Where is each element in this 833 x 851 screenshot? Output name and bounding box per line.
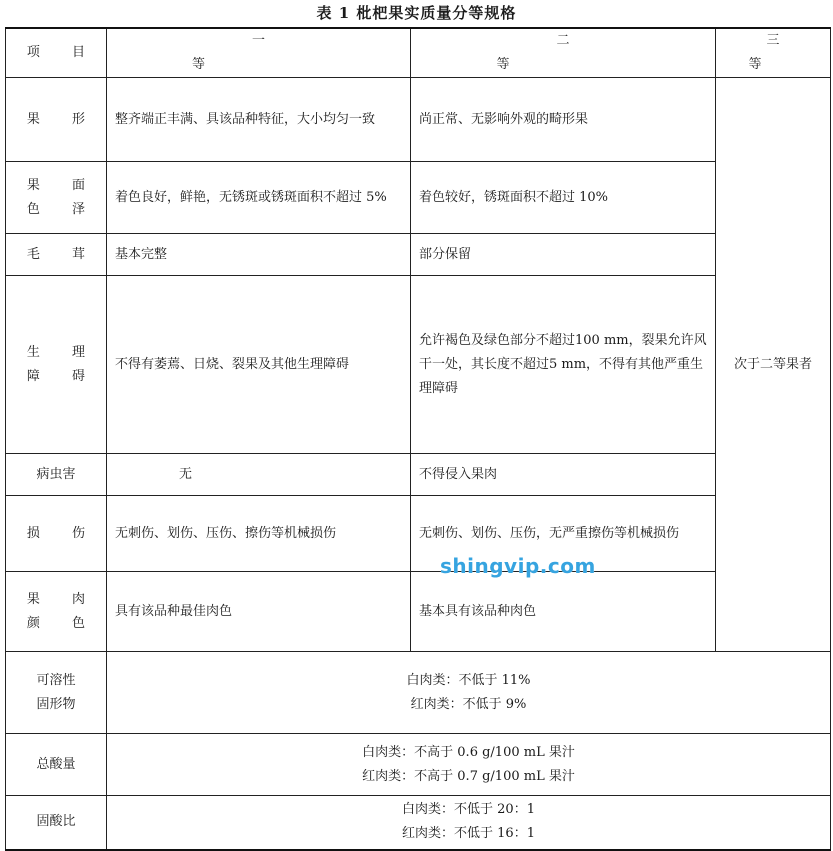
header-row <box>6 28 831 78</box>
grade3-cell: 次于二等果者 <box>716 78 831 652</box>
merged-value-line: 白肉类：不低于 20：1 <box>402 802 535 818</box>
row-label-line: 可溶性 <box>36 672 76 688</box>
row-label-line: 生 理 <box>26 344 100 360</box>
merged-value-line: 白肉类：不低于 11% <box>406 672 531 688</box>
row-label <box>6 78 107 162</box>
row-label-line: 损 伤 <box>26 525 100 541</box>
row-fruit-shape <box>6 78 831 162</box>
row-label <box>6 454 107 496</box>
header-grade2-text: 二 等 <box>496 33 690 72</box>
row-solid-acid-ratio <box>6 796 831 850</box>
header-grade1-text: 一 等 <box>191 33 385 72</box>
row-label <box>6 234 107 276</box>
merged-value-line: 红肉类：不高于 0.7 g/100 mL 果汁 <box>362 768 575 784</box>
row-label-line: 毛 茸 <box>26 246 100 262</box>
row-label <box>6 572 107 652</box>
merged-value-cell <box>107 652 831 734</box>
grade1-cell: 无 <box>107 454 411 496</box>
row-label-line: 固形物 <box>36 696 76 712</box>
row-label-line: 固酸比 <box>36 814 76 830</box>
header-item <box>6 28 107 78</box>
merged-value-line: 红肉类：不低于 9% <box>410 696 527 712</box>
grade2-cell: 允许褐色及绿色部分不超过100 mm，裂果允许风干一处，其长度不超过5 mm，不得有其他严重生理障碍 <box>411 276 716 454</box>
row-label <box>6 652 107 734</box>
row-label <box>6 496 107 572</box>
header-grade3-text: 三 等 <box>748 33 816 72</box>
grade2-cell: 部分保留 <box>411 234 716 276</box>
row-surface-color <box>6 162 831 234</box>
row-physiological <box>6 276 831 454</box>
grade2-cell: 无刺伤、划伤、压伤，无严重擦伤等机械损伤 <box>411 496 716 572</box>
row-label-line: 总酸量 <box>36 756 76 772</box>
row-total-acid <box>6 734 831 796</box>
grade2-cell: 不得侵入果肉 <box>411 454 716 496</box>
watermark: shingvip.com <box>440 554 596 578</box>
header-grade3 <box>716 28 831 78</box>
row-label-line: 色 泽 <box>26 201 100 217</box>
grade1-cell: 整齐端正丰满、具该品种特征，大小均匀一致 <box>107 78 411 162</box>
row-label-line: 果 形 <box>26 111 100 127</box>
row-flesh-color <box>6 572 831 652</box>
row-label-line: 障 碍 <box>26 368 100 384</box>
row-label-line: 病虫害 <box>36 466 76 482</box>
row-label <box>6 162 107 234</box>
row-pests <box>6 454 831 496</box>
row-label <box>6 734 107 796</box>
row-label-line: 果 面 <box>26 177 100 193</box>
row-label-line: 颜 色 <box>26 615 100 631</box>
grade1-cell: 不得有萎蔫、日烧、裂果及其他生理障碍 <box>107 276 411 454</box>
row-soluble-solids <box>6 652 831 734</box>
merged-value-line: 红肉类：不低于 16：1 <box>402 826 535 842</box>
table-caption: 表 1 枇杷果实质量分等规格 <box>316 4 517 22</box>
row-label <box>6 796 107 850</box>
row-fuzz <box>6 234 831 276</box>
row-label <box>6 276 107 454</box>
grade2-cell: 基本具有该品种肉色 <box>411 572 716 652</box>
row-damage <box>6 496 831 572</box>
grade2-cell: 着色较好，锈斑面积不超过 10% <box>411 162 716 234</box>
grade1-cell: 着色良好，鲜艳，无锈斑或锈斑面积不超过 5% <box>107 162 411 234</box>
grade1-cell: 基本完整 <box>107 234 411 276</box>
merged-value-cell <box>107 796 831 850</box>
row-label-line: 果 肉 <box>26 591 100 607</box>
grade1-cell: 无刺伤、划伤、压伤、擦伤等机械损伤 <box>107 496 411 572</box>
grade1-cell: 具有该品种最佳肉色 <box>107 572 411 652</box>
merged-value-cell <box>107 734 831 796</box>
header-item-text: 项 目 <box>26 45 100 60</box>
merged-value-line: 白肉类：不高于 0.6 g/100 mL 果汁 <box>362 744 575 760</box>
grade2-cell: 尚正常、无影响外观的畸形果 <box>411 78 716 162</box>
header-grade1 <box>107 28 411 78</box>
grading-table <box>5 27 831 851</box>
header-grade2 <box>411 28 716 78</box>
